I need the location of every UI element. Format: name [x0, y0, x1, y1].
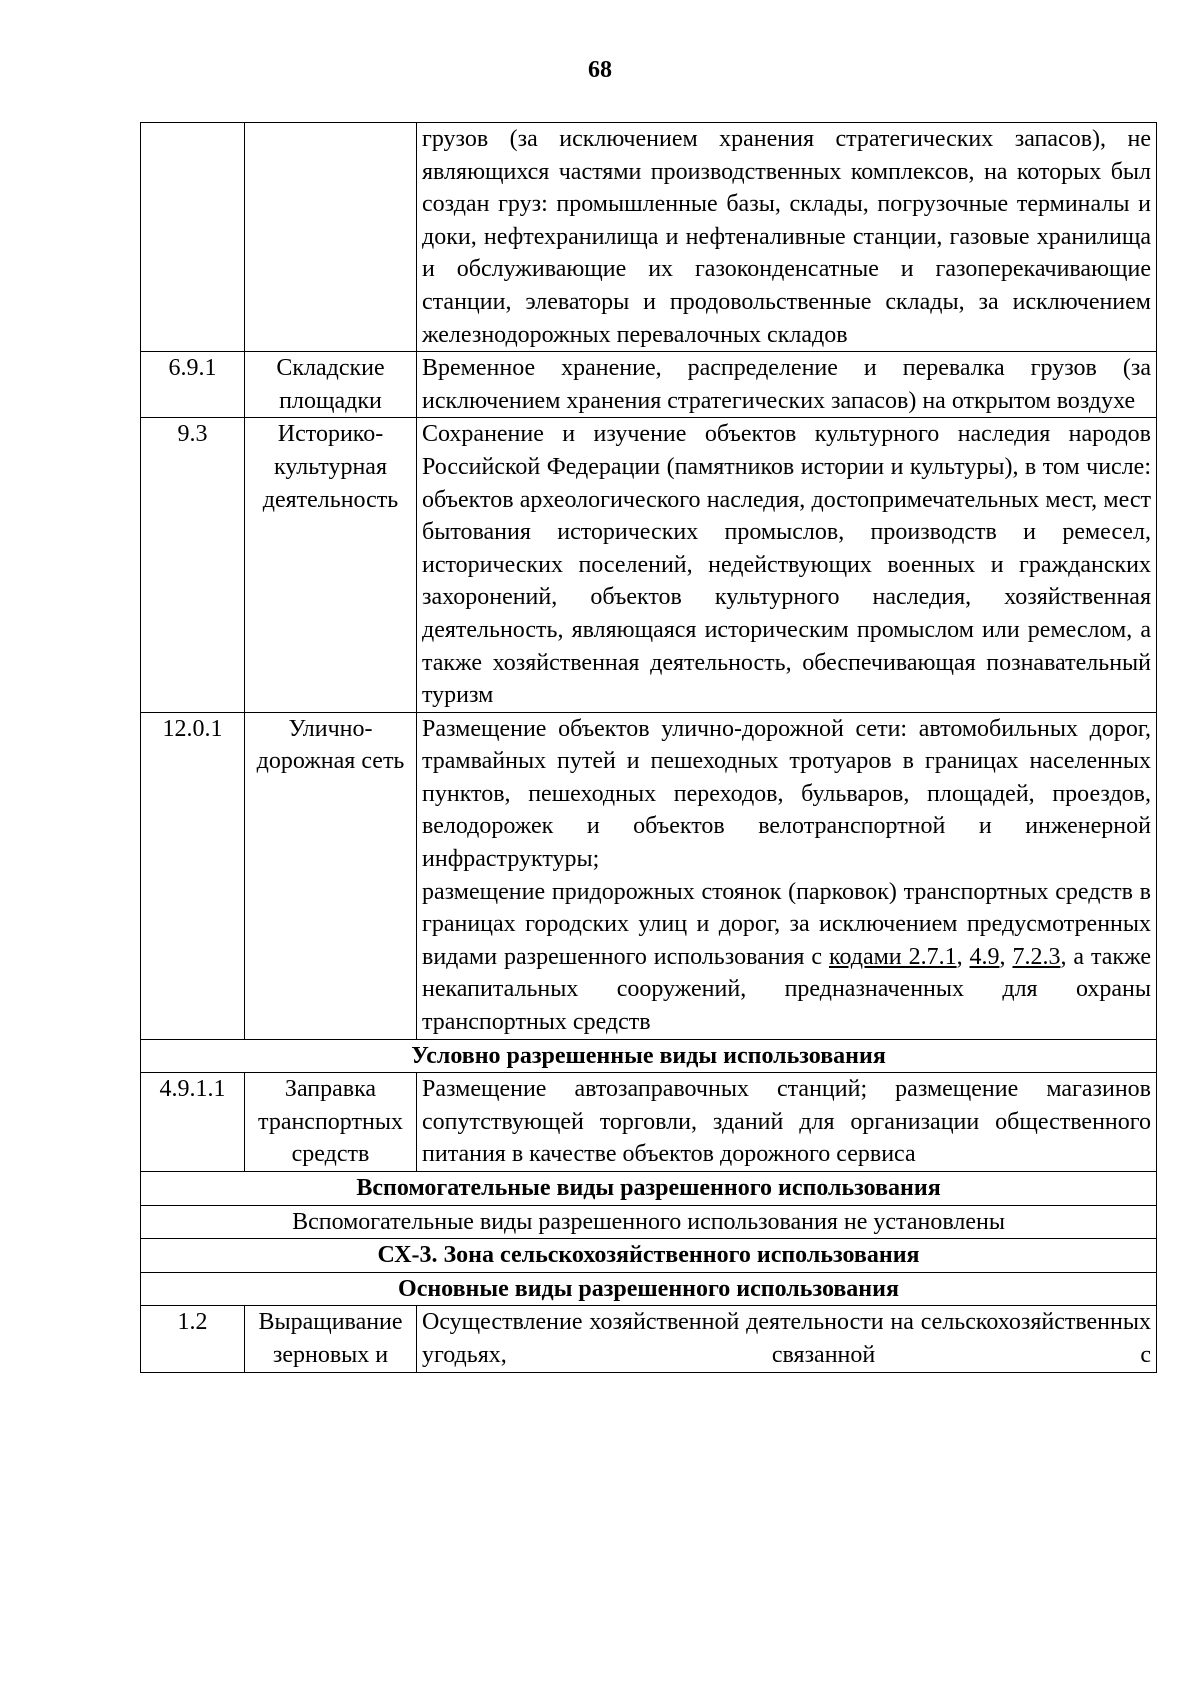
row-code: 12.0.1 — [141, 712, 245, 1039]
row-description: грузов (за исключением хранения стратегических запасов), не являющихся частями производственных комплексов, на которых был создан груз: промышленные базы, склады, погрузочные терминалы и доки, нефтехранилища и нефтеналивные станции, газовые хранилища и обслуживающие их газоконденсатные и газоперекачивающие станции, элеваторы и продовольственные склады, за исключением железнодорожных перевалочных складов — [417, 123, 1157, 352]
row-description: Осуществление хозяйственной деятельности на сельскохозяйственных угодьях, связанной с — [417, 1306, 1157, 1372]
row-name: Историко-культурная деятельность — [245, 418, 417, 712]
row-code: 1.2 — [141, 1306, 245, 1372]
section-heading-row — [141, 1172, 1157, 1206]
section-heading: Вспомогательные виды разрешенного использования — [141, 1172, 1157, 1206]
row-description — [417, 712, 1157, 1039]
table-row — [141, 352, 1157, 418]
note-row — [141, 1205, 1157, 1239]
row-name: Улично-дорожная сеть — [245, 712, 417, 1039]
row-description: Сохранение и изучение объектов культурного наследия народов Российской Федерации (памятников истории и культуры), в том числе: объектов археологического наследия, достопримечательных мест, мест бытования исторических промыслов, производств и ремесел, исторических поселений, недействующих военных и гражданских захоронений, объектов культурного наследия, хозяйственная деятельность, являющаяся историческим промыслом или ремеслом, а также хозяйственная деятельность, обеспечивающая познавательный туризм — [417, 418, 1157, 712]
row-name: Выращивание зерновых и — [245, 1306, 417, 1372]
row-code: 9.3 — [141, 418, 245, 712]
section-heading: Основные виды разрешенного использования — [141, 1272, 1157, 1306]
row-description: Временное хранение, распределение и перевалка грузов (за исключением хранения стратегических запасов) на открытом воздухе — [417, 352, 1157, 418]
row-code: 6.9.1 — [141, 352, 245, 418]
row-name — [245, 123, 417, 352]
description-paragraph: Размещение объектов улично-дорожной сети: автомобильных дорог, трамвайных путей и пешеходных тротуаров в границах населенных пунктов, пешеходных переходов, бульваров, площадей, проездов, велодорожек и объектов велотранспортной и инженерной инфраструктуры; — [422, 715, 1151, 873]
description-paragraph: размещение придорожных стоянок (парковок) транспортных средств в границах городских улиц и дорог, за исключением предусмотренных видами разрешенного использования с кодами 2.7.1, 4.9, 7.2.3, а также некапитальных сооружений, предназначенных для охраны транспортных средств — [422, 878, 1152, 1036]
code-reference-link[interactable]: 4.9 — [969, 943, 1000, 970]
section-note: Вспомогательные виды разрешенного использования не установлены — [141, 1205, 1157, 1239]
row-code: 4.9.1.1 — [141, 1073, 245, 1172]
description-text: размещение придорожных стоянок (парковок) транспортных средств в границах городских улиц и дорог, за исключением предусмотренных видами разрешенного использования с — [422, 878, 1151, 970]
code-reference-link[interactable]: 7.2.3 — [1012, 943, 1061, 970]
section-heading: Условно разрешенные виды использования — [141, 1039, 1157, 1073]
row-code — [141, 123, 245, 352]
table-row — [141, 712, 1157, 1039]
land-use-table — [140, 122, 1157, 1373]
row-name: Складские площадки — [245, 352, 417, 418]
table-row — [141, 1073, 1157, 1172]
section-heading-row — [141, 1039, 1157, 1073]
row-description: Размещение автозаправочных станций; размещение магазинов сопутствующей торговли, зданий для организации общественного питания в качестве объектов дорожного сервиса — [417, 1073, 1157, 1172]
code-reference-link[interactable]: кодами 2.7.1 — [829, 943, 957, 970]
section-heading-row — [141, 1272, 1157, 1306]
table-row — [141, 123, 1157, 352]
row-name: Заправка транспортных средств — [245, 1073, 417, 1172]
zone-heading: СХ-3. Зона сельскохозяйственного использования — [141, 1239, 1157, 1273]
table-row — [141, 1306, 1157, 1372]
zone-heading-row — [141, 1239, 1157, 1273]
table-row — [141, 418, 1157, 712]
page-number: 68 — [588, 57, 612, 83]
description-text: , а также некапитальных сооружений, предназначенных для охраны транспортных средств — [422, 943, 1152, 1036]
